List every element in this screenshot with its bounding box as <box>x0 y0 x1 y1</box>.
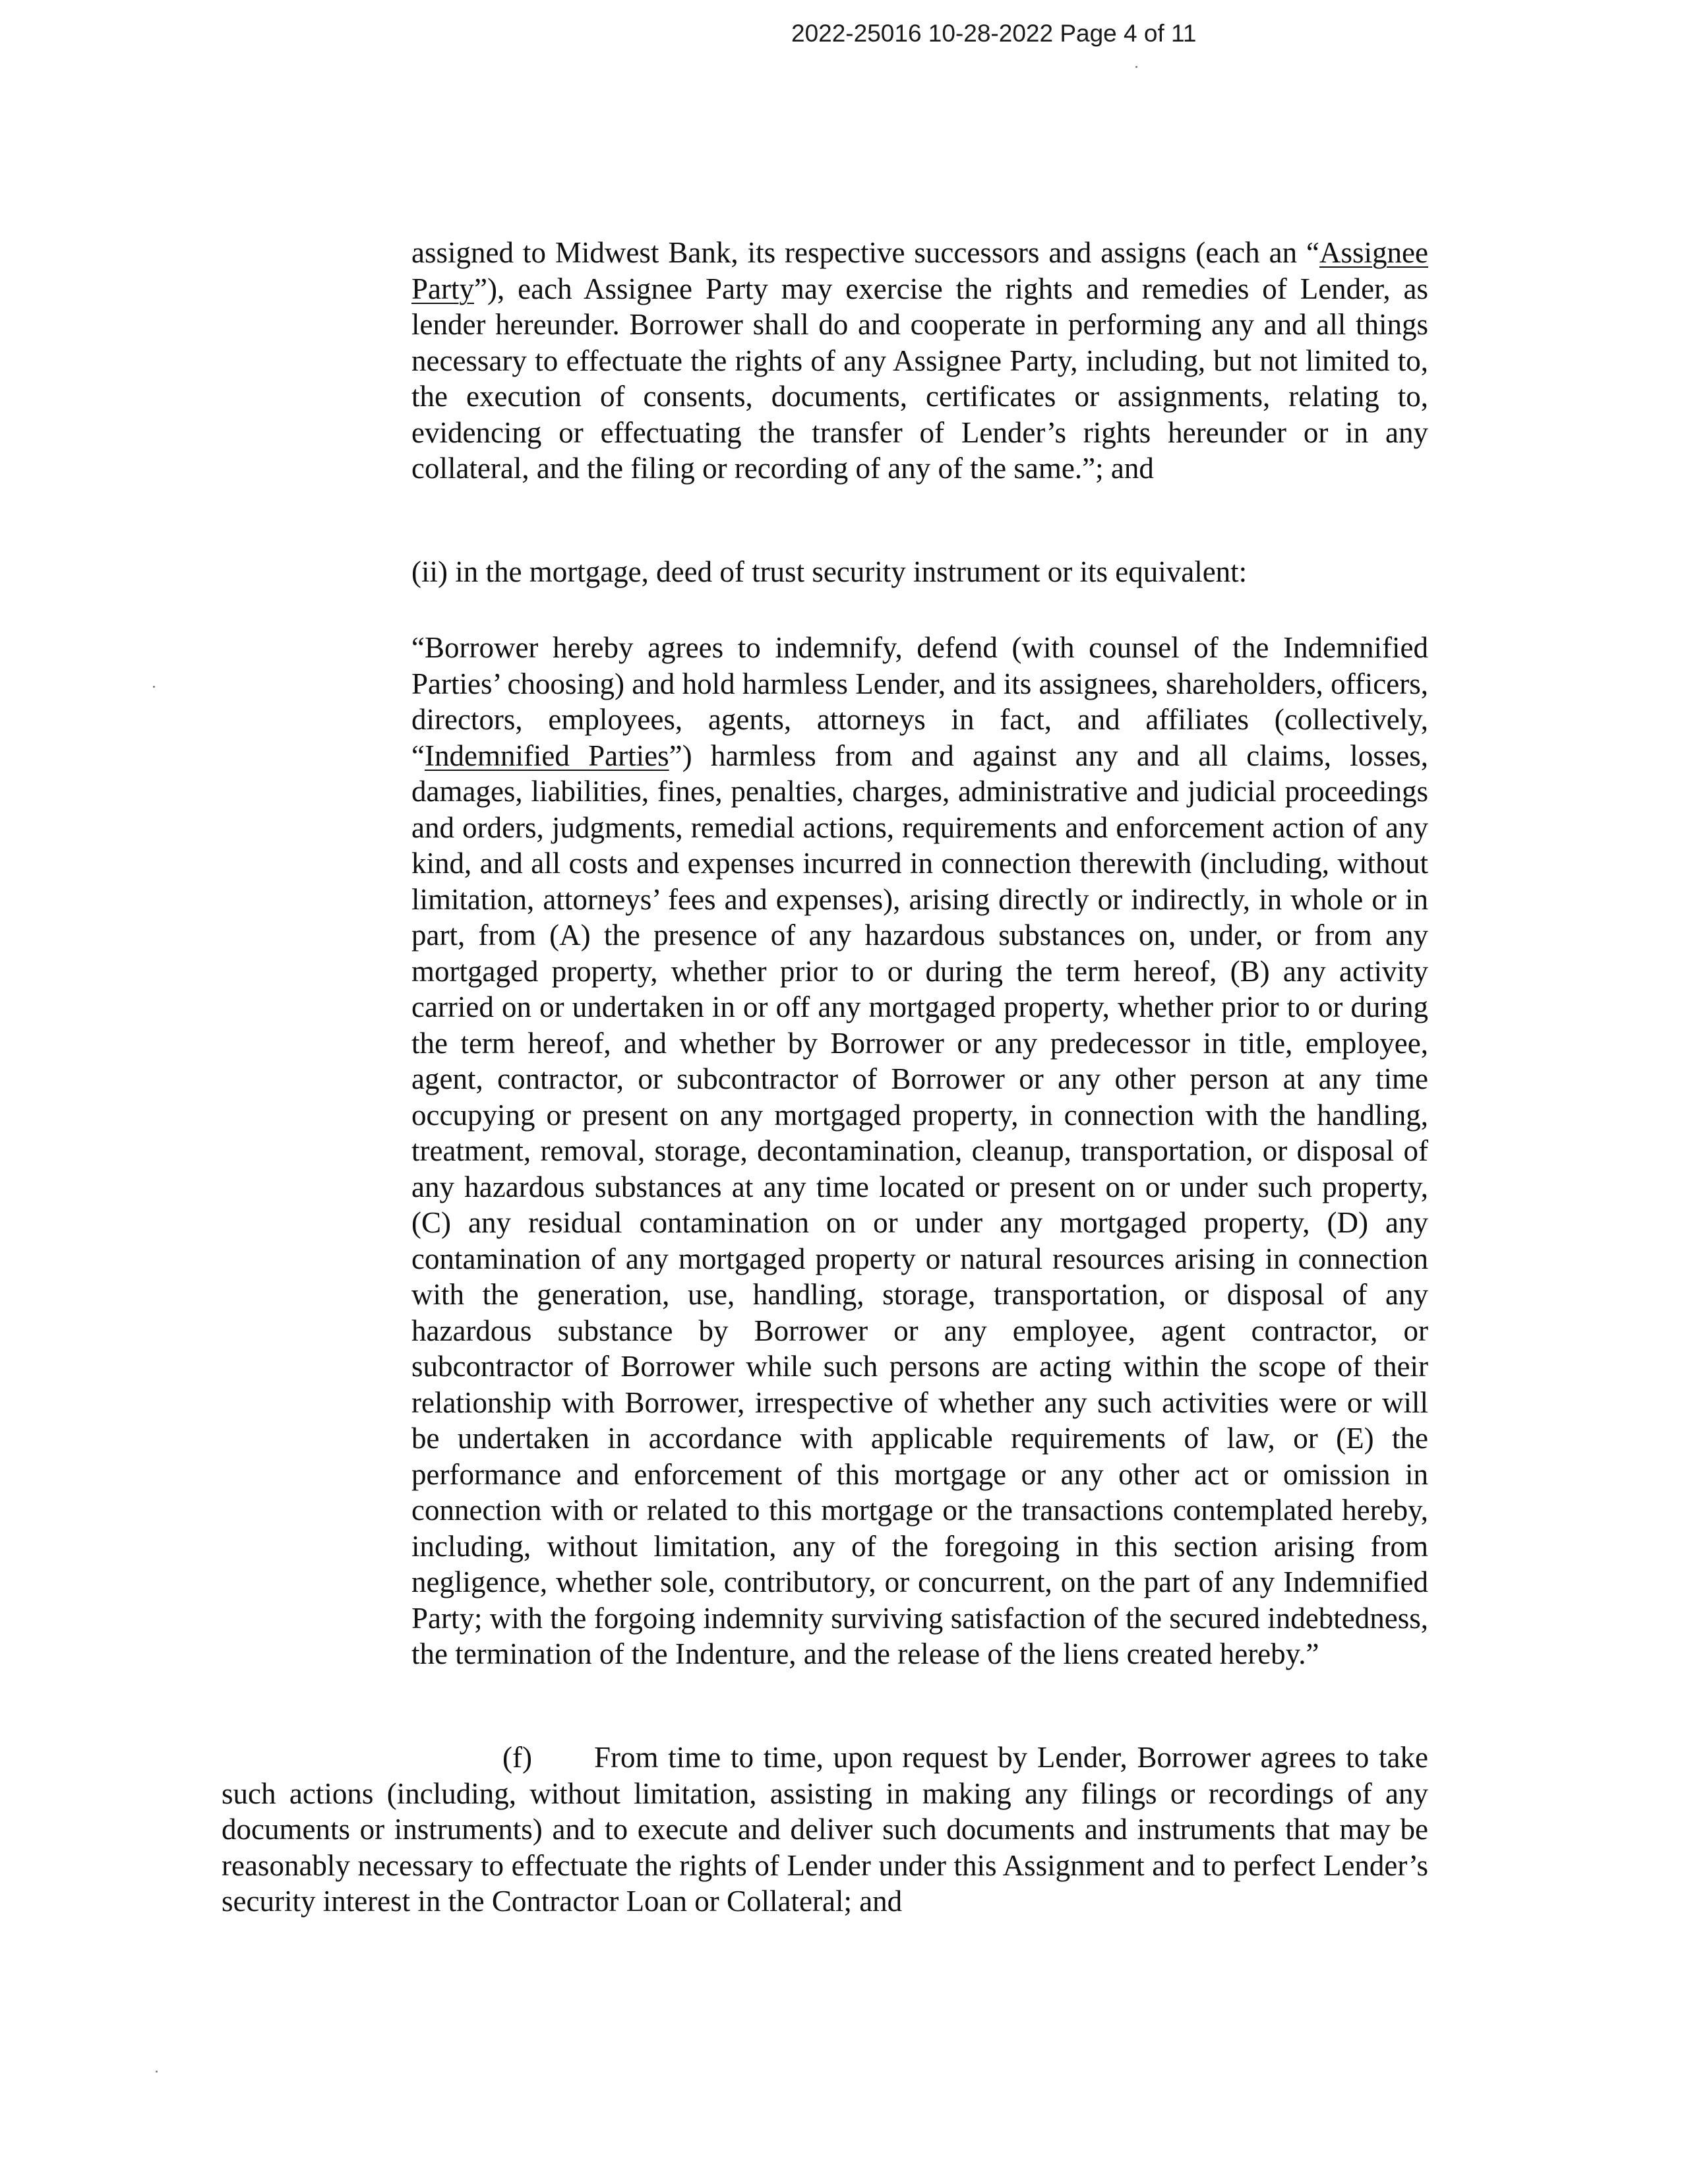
paragraph-text: “Borrower hereby agrees to indemnify, defend (with counsel of the Indemnified Parties’ choosing) and hold harmless Lender, and its assignees, shareholders, officers, directors, employees, agents, attorneys in fact, and affiliates (collectively, “ <box>411 631 1428 772</box>
paragraph-text: From time to time, upon request by Lender, Borrower agrees to take such actions (including, without limitation, assisting in making any filings or recordings of any documents or instruments) and to execute and deliver such documents and instruments that may be reasonably necessary to effectuate the rights of Lender under this Assignment and to perfect Lender’s security interest in the Contractor Loan or Collateral; and <box>222 1741 1428 1918</box>
scan-speck <box>156 2071 158 2073</box>
paragraph-text: assigned to Midwest Bank, its respective successors and assigns (each an “ <box>411 236 1320 269</box>
paragraph-text: ”), each Assignee Party may exercise the rights and remedies of Lender, as lender hereunder. Borrower shall do and cooperate in performing any and all things necessary to effectuate the rights of any Assignee Party, including, but not limited to, the execution of consents, documents, certificates or assignments, relating to, evidencing or effectuating the transfer of Lender’s rights hereunder or in any collateral, and the filing or recording of any of the same.”; and <box>411 272 1428 485</box>
page-header: 2022-25016 10-28-2022 Page 4 of 11 <box>791 20 1197 47</box>
paragraph-mortgage-intro <box>411 554 1428 590</box>
paragraph-assignee-party <box>411 235 1428 487</box>
paragraph-text: ”) harmless from and against any and all claims, losses, damages, liabilities, fines, penalties, charges, administrative and judicial proceedings and orders, judgments, remedial actions, requirements and enforcement action of any kind, and all costs and expenses incurred in connection therewith (including, without limitation, attorneys’ fees and expenses), arising directly or indirectly, in whole or in part, from (A) the presence of any hazardous substances on, under, or from any mortgaged property, whether prior to or during the term hereof, (B) any activity carried on or undertaken in or off any mortgaged property, whether prior to or during the term hereof, and whether by Borrower or any predecessor in title, employee, agent, contractor, or subcontractor of Borrower or any other person at any time occupying or present on any mortgaged property, in connection with the handling, treatment, removal, storage, decontamination, cleanup, transportation, or disposal of any hazardous substances at any time located or present on or under such property, (C) any residual contamination on or under any mortgaged property, (D) any contamination of any mortgaged property or natural resources arising in connection with the generation, use, handling, storage, transportation, or disposal of any hazardous substance by Borrower or any employee, agent contractor, or subcontractor of Borrower while such persons are acting within the scope of their relationship with Borrower, irrespective of whether any such activities were or will be undertaken in accordance with applicable requirements of law, or (E) the performance and enforcement of this mortgage or any other act or omission in connection with or related to this mortgage or the transactions contemplated hereby, including, without limitation, any of the foregoing in this section arising from negligence, whether sole, contributory, or concurrent, on the part of any Indemnified Party; with the forgoing indemnity surviving satisfaction of the secured indebtedness, the termination of the Indenture, and the release of the liens created hereby.” <box>411 739 1428 1670</box>
defined-term-assignee-party: Assignee Party <box>411 236 1428 305</box>
section-label: (f) <box>502 1741 532 1774</box>
paragraph-text: (ii) in the mortgage, deed of trust security instrument or its equivalent: <box>411 555 1248 588</box>
defined-term-indemnified-parties: Indemnified Parties <box>424 739 669 772</box>
scan-speck <box>1135 66 1137 68</box>
scan-speck <box>153 686 155 688</box>
paragraph-indemnification <box>411 630 1428 1672</box>
paragraph-f-further-assurances <box>222 1740 1428 1920</box>
